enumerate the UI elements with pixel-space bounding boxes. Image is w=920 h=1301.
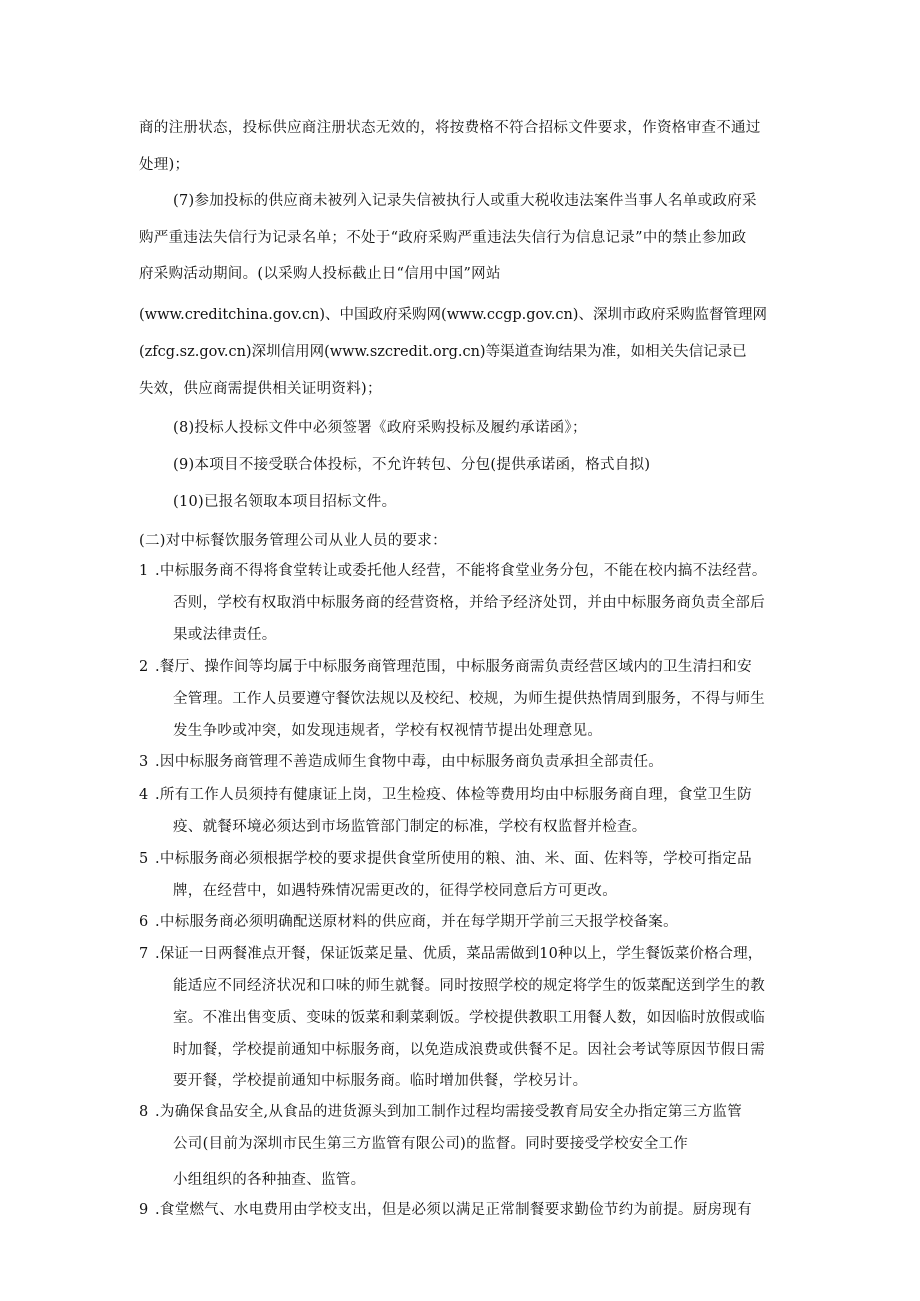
requirement-line: .中标服务商不得将食堂转让或委托他人经营，不能将食堂业务分包，不能在校内搞不法经营。 bbox=[155, 563, 767, 579]
list-item-8: (8)投标人投标文件中必须签署《政府采购投标及履约承诺函》； bbox=[173, 420, 587, 436]
requirement-number: 2 bbox=[139, 659, 149, 675]
requirement-line: 疫、就餐环境必须达到市场监管部门制定的标准，学校有权监督并检查。 bbox=[173, 819, 647, 835]
section-heading: (二)对中标餐饮服务管理公司从业人员的要求： bbox=[139, 533, 447, 549]
requirement-line: 牌，在经营中，如遇特殊情况需更改的，征得学校同意后方可更改。 bbox=[173, 883, 617, 899]
requirement-number: 8 bbox=[139, 1104, 149, 1120]
requirement-line: 公司(目前为深圳市民生第三方监管有限公司)的监督。同时要接受学校安全工作 bbox=[173, 1136, 689, 1152]
list-item-7-line: 失效，供应商需提供相关证明资料)； bbox=[139, 381, 382, 397]
requirement-line: 能适应不同经济状况和口味的师生就餐。同时按照学校的规定将学生的饭菜配送到学生的教 bbox=[173, 978, 765, 994]
requirement-line: .食堂燃气、水电费用由学校支出，但是必须以满足正常制餐要求勤俭节约为前提。厨房现有 bbox=[155, 1202, 752, 1218]
requirement-number: 9 bbox=[139, 1202, 149, 1218]
requirement-number: 1 bbox=[139, 563, 149, 579]
list-item-7-line: 府采购活动期间。(以采购人投标截止日“信用中国”网站 bbox=[139, 266, 501, 282]
requirement-line: .因中标服务商管理不善造成师生食物中毒，由中标服务商负责承担全部责任。 bbox=[155, 754, 664, 770]
list-item-9: (9)本项目不接受联合体投标，不允许转包、分包(提供承诺函，格式自拟) bbox=[173, 457, 651, 473]
requirement-line: 全管理。工作人员要遵守餐饮法规以及校纪、校规，为师生提供热情周到服务，不得与师生 bbox=[173, 691, 765, 707]
requirement-line: 果或法律责任。 bbox=[173, 627, 277, 643]
list-item-7-line: (zfcg.sz.gov.cn)深圳信用网(www.szcredit.org.cn)等渠道查询结果为准，如相关失信记录已 bbox=[139, 344, 747, 360]
requirement-line: 时加餐，学校提前通知中标服务商，以免造成浪费或供餐不足。因社会考试等原因节假日需 bbox=[173, 1042, 765, 1058]
requirement-number: 7 bbox=[139, 946, 149, 962]
requirement-line: .保证一日两餐准点开餐，保证饭菜足量、优质，菜品需做到10种以上，学生餐饭菜价格合理， bbox=[155, 946, 763, 962]
requirement-line: 小组组织的各种抽查、监管。 bbox=[173, 1172, 366, 1188]
list-item-10: (10)已报名领取本项目招标文件。 bbox=[173, 494, 397, 510]
requirement-line: 否则，学校有权取消中标服务商的经营资格，并给予经济处罚，并由中标服务商负责全部后 bbox=[173, 595, 765, 611]
paragraph-line: 商的注册状态，投标供应商注册状态无效的，将按费格不符合招标文件要求，作资格审查不通过 bbox=[139, 120, 761, 136]
list-item-7-line: 购严重违法失信行为记录名单；不处于“政府采购严重违法失信行为信息记录”中的禁止参加政 bbox=[139, 230, 747, 246]
requirement-line: 要开餐，学校提前通知中标服务商。临时增加供餐，学校另计。 bbox=[173, 1073, 588, 1089]
requirement-number: 5 bbox=[139, 851, 149, 867]
requirement-number: 3 bbox=[139, 754, 149, 770]
requirement-line: .为确保食品安全,从食品的进货源头到加工制作过程均需接受教育局安全办指定第三方监管 bbox=[155, 1104, 743, 1120]
requirement-line: 发生争吵或冲突，如发现违规者，学校有权视情节提出处理意见。 bbox=[173, 723, 603, 739]
requirement-line: .中标服务商必须明确配送原材料的供应商，并在每学期开学前三天报学校备案。 bbox=[155, 914, 678, 930]
requirement-line: .餐厅、操作间等均属于中标服务商管理范围，中标服务商需负责经营区域内的卫生清扫和安 bbox=[155, 659, 752, 675]
requirement-line: .所有工作人员须持有健康证上岗，卫生检疫、体检等费用均由中标服务商自理，食堂卫生防 bbox=[155, 787, 752, 803]
requirement-number: 4 bbox=[139, 787, 149, 803]
requirement-number: 6 bbox=[139, 914, 149, 930]
list-item-7-line: (www.creditchina.gov.cn)、中国政府采购网(www.ccgp.gov.cn)、深圳市政府采购监督管理网 bbox=[139, 307, 767, 323]
requirement-line: .中标服务商必须根据学校的要求提供食堂所使用的粮、油、米、面、佐料等，学校可指定品 bbox=[155, 851, 752, 867]
paragraph-line: 处理)； bbox=[139, 157, 190, 173]
list-item-7-line: (7)参加投标的供应商未被列入记录失信被执行人或重大税收违法案件当事人名单或政府采 bbox=[173, 193, 757, 209]
requirement-line: 室。不准出售变质、变味的饭菜和剩菜剩饭。学校提供教职工用餐人数，如因临时放假或临 bbox=[173, 1010, 765, 1026]
